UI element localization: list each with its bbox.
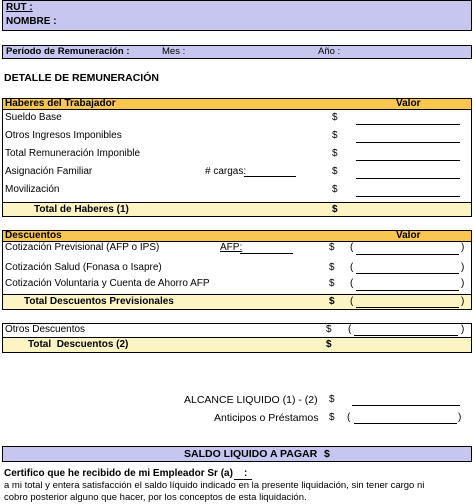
paren-close: ): [461, 278, 465, 289]
paren-open: (: [350, 262, 354, 273]
earnings-row-label: Movilización: [5, 184, 60, 195]
net-scope-label: ALCANCE LIQUIDO (1) - (2): [184, 394, 318, 406]
earnings-value-header: Valor: [396, 98, 421, 109]
currency-sign: $: [329, 262, 335, 273]
afp-field[interactable]: [240, 253, 293, 254]
paren-open: (: [350, 242, 354, 253]
amount-field[interactable]: [354, 423, 457, 424]
certify-title: Certifico que he recibido de mi Empleador Sr (a): [4, 468, 233, 479]
dependents-label: # cargas:: [205, 166, 247, 177]
advances-label: Anticipos o Préstamos: [214, 412, 319, 424]
certify-colon: :: [244, 468, 248, 479]
earnings-row-label: Total Remuneración Imponible: [5, 148, 141, 159]
earnings-table-border: [2, 110, 472, 217]
amount-field[interactable]: [352, 405, 460, 406]
amount-field[interactable]: [356, 178, 460, 179]
deductions-value-header: Valor: [396, 230, 421, 241]
certify-line-1: a mi total y entera satisfacción el saldo líquido indicado en la presente liquidación, sin tener cargo ni: [4, 480, 425, 491]
currency-sign: $: [326, 339, 332, 350]
currency-sign: $: [332, 166, 338, 177]
amount-field[interactable]: [356, 290, 459, 291]
amount-field[interactable]: [356, 307, 459, 308]
period-label: Período de Remuneración :: [6, 46, 130, 57]
deductions-row-label: Cotización Salud (Fonasa o Isapre): [5, 262, 162, 273]
currency-sign: $: [332, 148, 338, 159]
paren-close: ): [461, 242, 465, 253]
earnings-row-label: Asignación Familiar: [5, 166, 93, 177]
paren-close: ): [461, 296, 465, 307]
currency-sign: $: [332, 184, 338, 195]
year-field: [318, 58, 342, 59]
other-deductions-label: Otros Descuentos: [5, 324, 86, 335]
currency-sign: $: [329, 296, 335, 307]
paren-close: ): [461, 262, 465, 273]
currency-sign: $: [326, 324, 332, 335]
certify-line-2: cobro posterior alguno que hacer, por los conceptos de esta liquidación.: [4, 492, 307, 503]
currency-sign: $: [329, 242, 335, 253]
rut-label: RUT :: [6, 2, 33, 13]
nombre-label: NOMBRE :: [6, 16, 57, 27]
detail-title: DETALLE DE REMUNERACIÓN: [4, 72, 159, 84]
earnings-title: Haberes del Trabajador: [5, 98, 116, 109]
afp-label: AFP:: [220, 242, 243, 253]
amount-field[interactable]: [354, 335, 458, 336]
net-pay-label: SALDO LIQUIDO A PAGAR: [184, 448, 318, 460]
currency-sign: $: [329, 394, 335, 405]
paren-close: ): [458, 412, 462, 423]
paren-close: ): [461, 324, 465, 335]
amount-field[interactable]: [356, 196, 460, 197]
currency-sign: $: [329, 412, 335, 423]
paren-open: (: [350, 296, 354, 307]
currency-sign: $: [329, 278, 335, 289]
amount-field[interactable]: [356, 142, 460, 143]
dependents-field[interactable]: [244, 176, 296, 177]
earnings-total-label: Total de Haberes (1): [34, 204, 129, 215]
paren-open: (: [348, 324, 352, 335]
currency-sign: $: [332, 112, 338, 123]
employee-id-box: [2, 0, 472, 31]
earnings-row-label: Otros Ingresos Imponibles: [5, 130, 122, 141]
amount-field[interactable]: [356, 124, 460, 125]
year-label: Año :: [318, 46, 341, 57]
month-label: Mes :: [162, 46, 186, 57]
deductions-row-label: Cotización Voluntaria y Cuenta de Ahorro AFP: [5, 278, 210, 289]
amount-field[interactable]: [356, 160, 460, 161]
paren-open: (: [350, 278, 354, 289]
month-field: [162, 58, 242, 59]
previsional-total-label: Total Descuentos Previsionales: [24, 296, 174, 307]
currency-sign: $: [332, 130, 338, 141]
deductions-row-label: Cotización Previsional (AFP o IPS): [5, 242, 160, 253]
currency-sign: $: [332, 204, 338, 215]
deductions-title: Descuentos: [5, 230, 62, 241]
deductions-total-label: Total Descuentos (2): [28, 339, 129, 350]
paren-open: (: [347, 412, 351, 423]
amount-field[interactable]: [356, 254, 459, 255]
period-underline: [6, 58, 142, 59]
amount-field[interactable]: [356, 273, 459, 274]
currency-sign: $: [324, 448, 330, 460]
earnings-row-label: Sueldo Base: [5, 112, 62, 123]
